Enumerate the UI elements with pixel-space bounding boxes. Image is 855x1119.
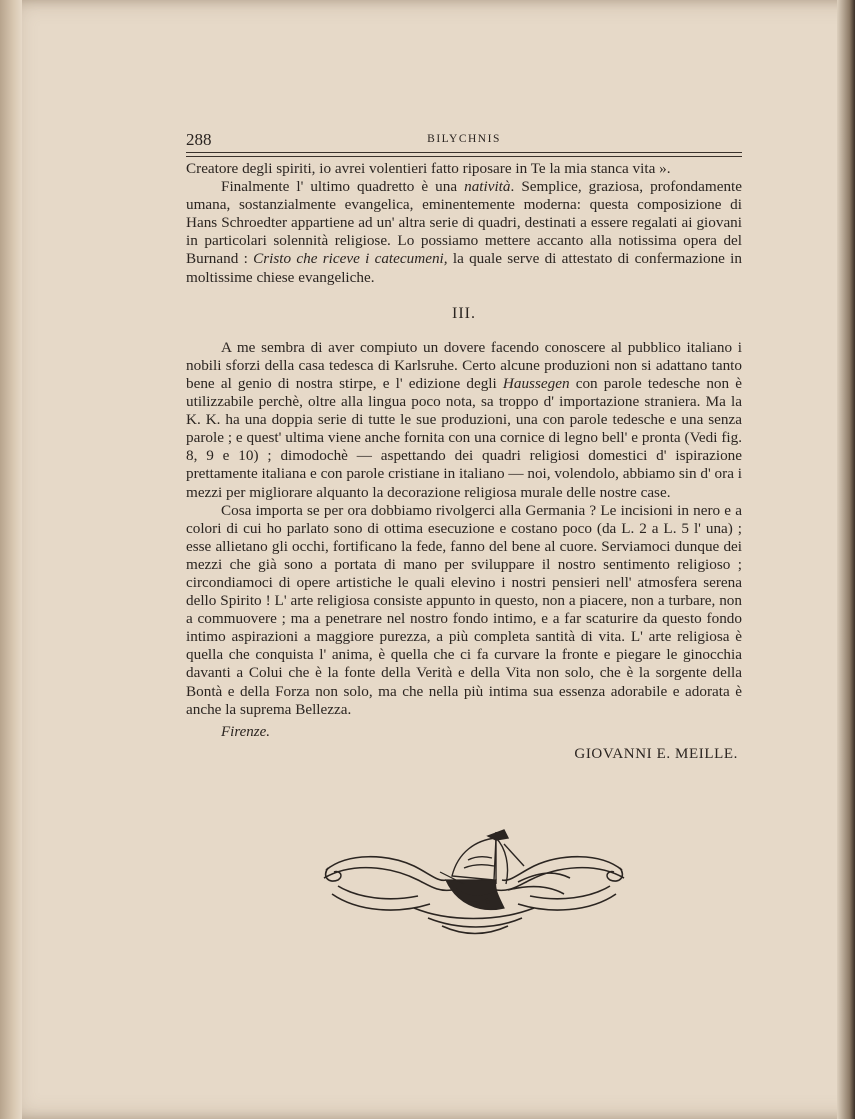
text-run: con parole tedesche non è utilizzabile perchè, oltre alla lingua poco nota, sa troppo d' importazione straniera. Ma la K. K. ha una doppia serie di tutte le sue produzioni, una con parole tedesche e una senza parole ; e quest' ultima viene anche fornita con una cornice di legno bell' e pronta (Vedi fig. 8, 9 e 10) ; dimodochè — aspettando dei quadri religiosi domestici d' ispirazione prettamente italiana e con parole cristiane in italiano — noi, volendolo, abbiamo sin d' ora i mezzi per migliorare alquanto la decorazione religiosa murale delle nostre case. bbox=[186, 374, 742, 501]
text-run: Finalmente l' ultimo quadretto è una bbox=[221, 178, 465, 196]
ship-on-waves-ornament bbox=[318, 822, 630, 938]
paragraph-karlsruhe bbox=[186, 339, 742, 502]
text-run: . Semplice, graziosa, profondamente umana, sostanzialmente evangelica, eminentemente moderna: questa composizione di Hans Schroedter appartiene ad un' altra serie di quadri, destinati a essere regalati ai giovani in particolari solennità religiose. Lo possiamo mettere accanto alla notissima opera del Burnand : bbox=[186, 178, 742, 268]
paragraph-continuation: Creatore degli spiriti, io avrei volentieri fatto riposare in Te la mia stanca vita ». bbox=[186, 160, 671, 177]
running-title: BILYCHNIS bbox=[427, 133, 501, 145]
text-run: A me sembra di aver compiuto un dovere facendo conoscere al pubblico italiano i nobili sforzi della casa tedesca di Karlsruhe. Certo alcune produzioni non si adattano tanto bene al genio di nostra stirpe, e l' edizione degli bbox=[186, 338, 742, 392]
section-heading: III. bbox=[452, 304, 476, 322]
text-run: la quale serve di attestato di confermazione in moltissime chiese evangeliche. bbox=[186, 250, 742, 286]
page-header bbox=[186, 130, 742, 152]
italic-term: natività bbox=[464, 178, 511, 196]
paragraph-germania: Cosa importa se per ora dobbiamo rivolgerci alla Germania ? Le incisioni in nero e a colori di cui ho parlato sono di ottima esecuzione e costano poco (da L. 2 a L. 5 l' una) ; esse allietano gli occhi, fortificano la fede, fanno del bene al cuore. Serviamoci dunque dei mezzi che già sono a portata di mano per sviluppare il nostro sentimento religioso ; circondiamoci di opere artistiche le quali elevino i nostri pensieri nell' atmosfera serena dello Spirito ! L' arte religiosa consiste appunto in questo, non a piacere, non a turbare, non a commuovere ; ma a penetrare nel nostro fondo intimo, e a far scaturire da questo fondo intimo aspirazioni a maggiore purezza, a più completa santità di vita. L' arte religiosa è quella che conquista l' anima, è quella che ci fa curvare la fronte e piegare le ginocchia davanti a Colui che è la fonte della Verità e della Vita non solo, che è la sorgente della Bontà e della Forza non solo, ma che nella più intima sua essenza adorabile e adorata è anche la suprema Bellezza. bbox=[186, 501, 742, 718]
page-edge bbox=[837, 0, 855, 1119]
italic-term: Haussegen bbox=[502, 374, 570, 392]
article-body bbox=[186, 160, 742, 767]
signature-block bbox=[186, 723, 742, 767]
signature-place: Firenze. bbox=[221, 723, 271, 740]
page-number: 288 bbox=[186, 130, 212, 149]
header-rule bbox=[186, 152, 742, 157]
italic-title: Cristo che riceve i catecumeni, bbox=[253, 250, 448, 268]
paragraph-nativita bbox=[186, 178, 742, 287]
signature-author: GIOVANNI E. MEILLE. bbox=[574, 745, 738, 762]
page-binding-shadow bbox=[0, 0, 22, 1119]
